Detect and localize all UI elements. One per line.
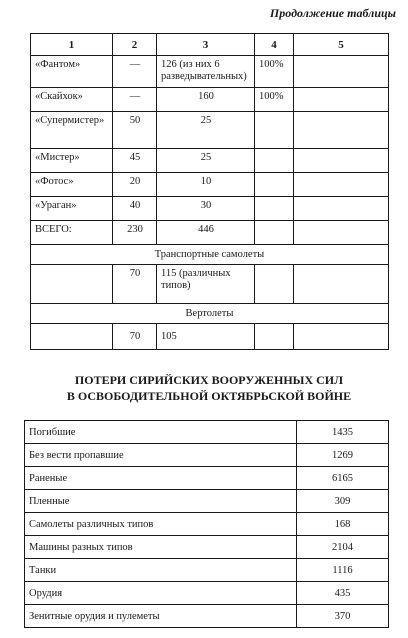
header-cell: 4 <box>255 34 294 56</box>
table-cell: 25 <box>157 149 255 173</box>
table-cell: 30 <box>157 197 255 221</box>
table-cell <box>294 112 389 149</box>
table-cell <box>31 265 113 304</box>
loss-category: Без вести пропавшие <box>25 444 297 467</box>
table-row <box>31 221 389 245</box>
table-row <box>31 149 389 173</box>
table-row <box>25 536 389 559</box>
table-cell <box>31 324 113 350</box>
table-cell: «Фантом» <box>31 56 113 88</box>
table-cell: «Фотос» <box>31 173 113 197</box>
table-cell: 446 <box>157 221 255 245</box>
loss-value: 370 <box>297 605 389 628</box>
table-cell: — <box>113 56 157 88</box>
table-row <box>25 421 389 444</box>
table-row <box>25 444 389 467</box>
table-cell: 100% <box>255 88 294 112</box>
loss-value: 168 <box>297 513 389 536</box>
table-cell <box>294 221 389 245</box>
table-cell: 50 <box>113 112 157 149</box>
loss-category: Погибшие <box>25 421 297 444</box>
table-cell: 160 <box>157 88 255 112</box>
table-cell: 230 <box>113 221 157 245</box>
table-cell: «Ураган» <box>31 197 113 221</box>
loss-value: 1435 <box>297 421 389 444</box>
section-title <box>30 372 388 404</box>
table-cell <box>294 173 389 197</box>
syrian-losses-table <box>24 420 389 628</box>
table-cell <box>294 265 389 304</box>
table-cell <box>294 197 389 221</box>
loss-category: Самолеты различных типов <box>25 513 297 536</box>
table-cell <box>255 173 294 197</box>
table-row <box>31 88 389 112</box>
table-cell: 40 <box>113 197 157 221</box>
table-cell: 70 <box>113 324 157 350</box>
table-cell: 45 <box>113 149 157 173</box>
header-cell: 3 <box>157 34 255 56</box>
table-cell <box>255 149 294 173</box>
table-cell <box>294 88 389 112</box>
section-title-line: В ОСВОБОДИТЕЛЬНОЙ ОКТЯБРЬСКОЙ ВОЙНЕ <box>66 389 352 403</box>
loss-value: 1269 <box>297 444 389 467</box>
table-cell: «Скайхок» <box>31 88 113 112</box>
table-row <box>25 605 389 628</box>
table-cell: «Мистер» <box>31 149 113 173</box>
table-cell: 126 (из них 6 разведывательных) <box>157 56 255 88</box>
table-row <box>25 467 389 490</box>
table-row <box>31 173 389 197</box>
loss-category: Пленные <box>25 490 297 513</box>
table-row <box>31 197 389 221</box>
header-cell: 5 <box>294 34 389 56</box>
loss-category: Зенитные орудия и пулеметы <box>25 605 297 628</box>
loss-value: 6165 <box>297 467 389 490</box>
table-cell: — <box>113 88 157 112</box>
table-cell: 115 (различных типов) <box>157 265 255 304</box>
section-row-transport <box>31 245 389 265</box>
table-cell <box>255 324 294 350</box>
section-title-line: ПОТЕРИ СИРИЙСКИХ ВООРУЖЕННЫХ СИЛ <box>74 373 344 387</box>
loss-category: Танки <box>25 559 297 582</box>
table-row <box>25 559 389 582</box>
table-cell: 100% <box>255 56 294 88</box>
loss-value: 309 <box>297 490 389 513</box>
table-cell: 10 <box>157 173 255 197</box>
loss-value: 2104 <box>297 536 389 559</box>
table-cell <box>294 324 389 350</box>
table-cell: 20 <box>113 173 157 197</box>
section-label: Транспортные самолеты <box>31 245 389 265</box>
loss-value: 435 <box>297 582 389 605</box>
table-row <box>25 582 389 605</box>
continuation-header: Продолжение таблицы <box>269 6 396 20</box>
table-cell: 105 <box>157 324 255 350</box>
loss-category: Раненые <box>25 467 297 490</box>
table-cell: 25 <box>157 112 255 149</box>
table-row <box>31 265 389 304</box>
header-cell: 2 <box>113 34 157 56</box>
loss-category: Орудия <box>25 582 297 605</box>
table-header-row <box>31 34 389 56</box>
section-row-helicopters <box>31 304 389 324</box>
table-row <box>31 112 389 149</box>
table-row <box>31 56 389 88</box>
table-cell <box>255 112 294 149</box>
table-cell: 70 <box>113 265 157 304</box>
table-cell <box>294 149 389 173</box>
table-cell <box>294 56 389 88</box>
table-cell <box>255 265 294 304</box>
aircraft-losses-table <box>30 33 389 350</box>
header-cell: 1 <box>31 34 113 56</box>
table-row <box>31 324 389 350</box>
table-cell <box>255 221 294 245</box>
table-row <box>25 513 389 536</box>
section-label: Вертолеты <box>31 304 389 324</box>
table-row <box>25 490 389 513</box>
table-cell: ВСЕГО: <box>31 221 113 245</box>
loss-value: 1116 <box>297 559 389 582</box>
table-cell: «Супермистер» <box>31 112 113 149</box>
table-cell <box>255 197 294 221</box>
loss-category: Машины разных типов <box>25 536 297 559</box>
